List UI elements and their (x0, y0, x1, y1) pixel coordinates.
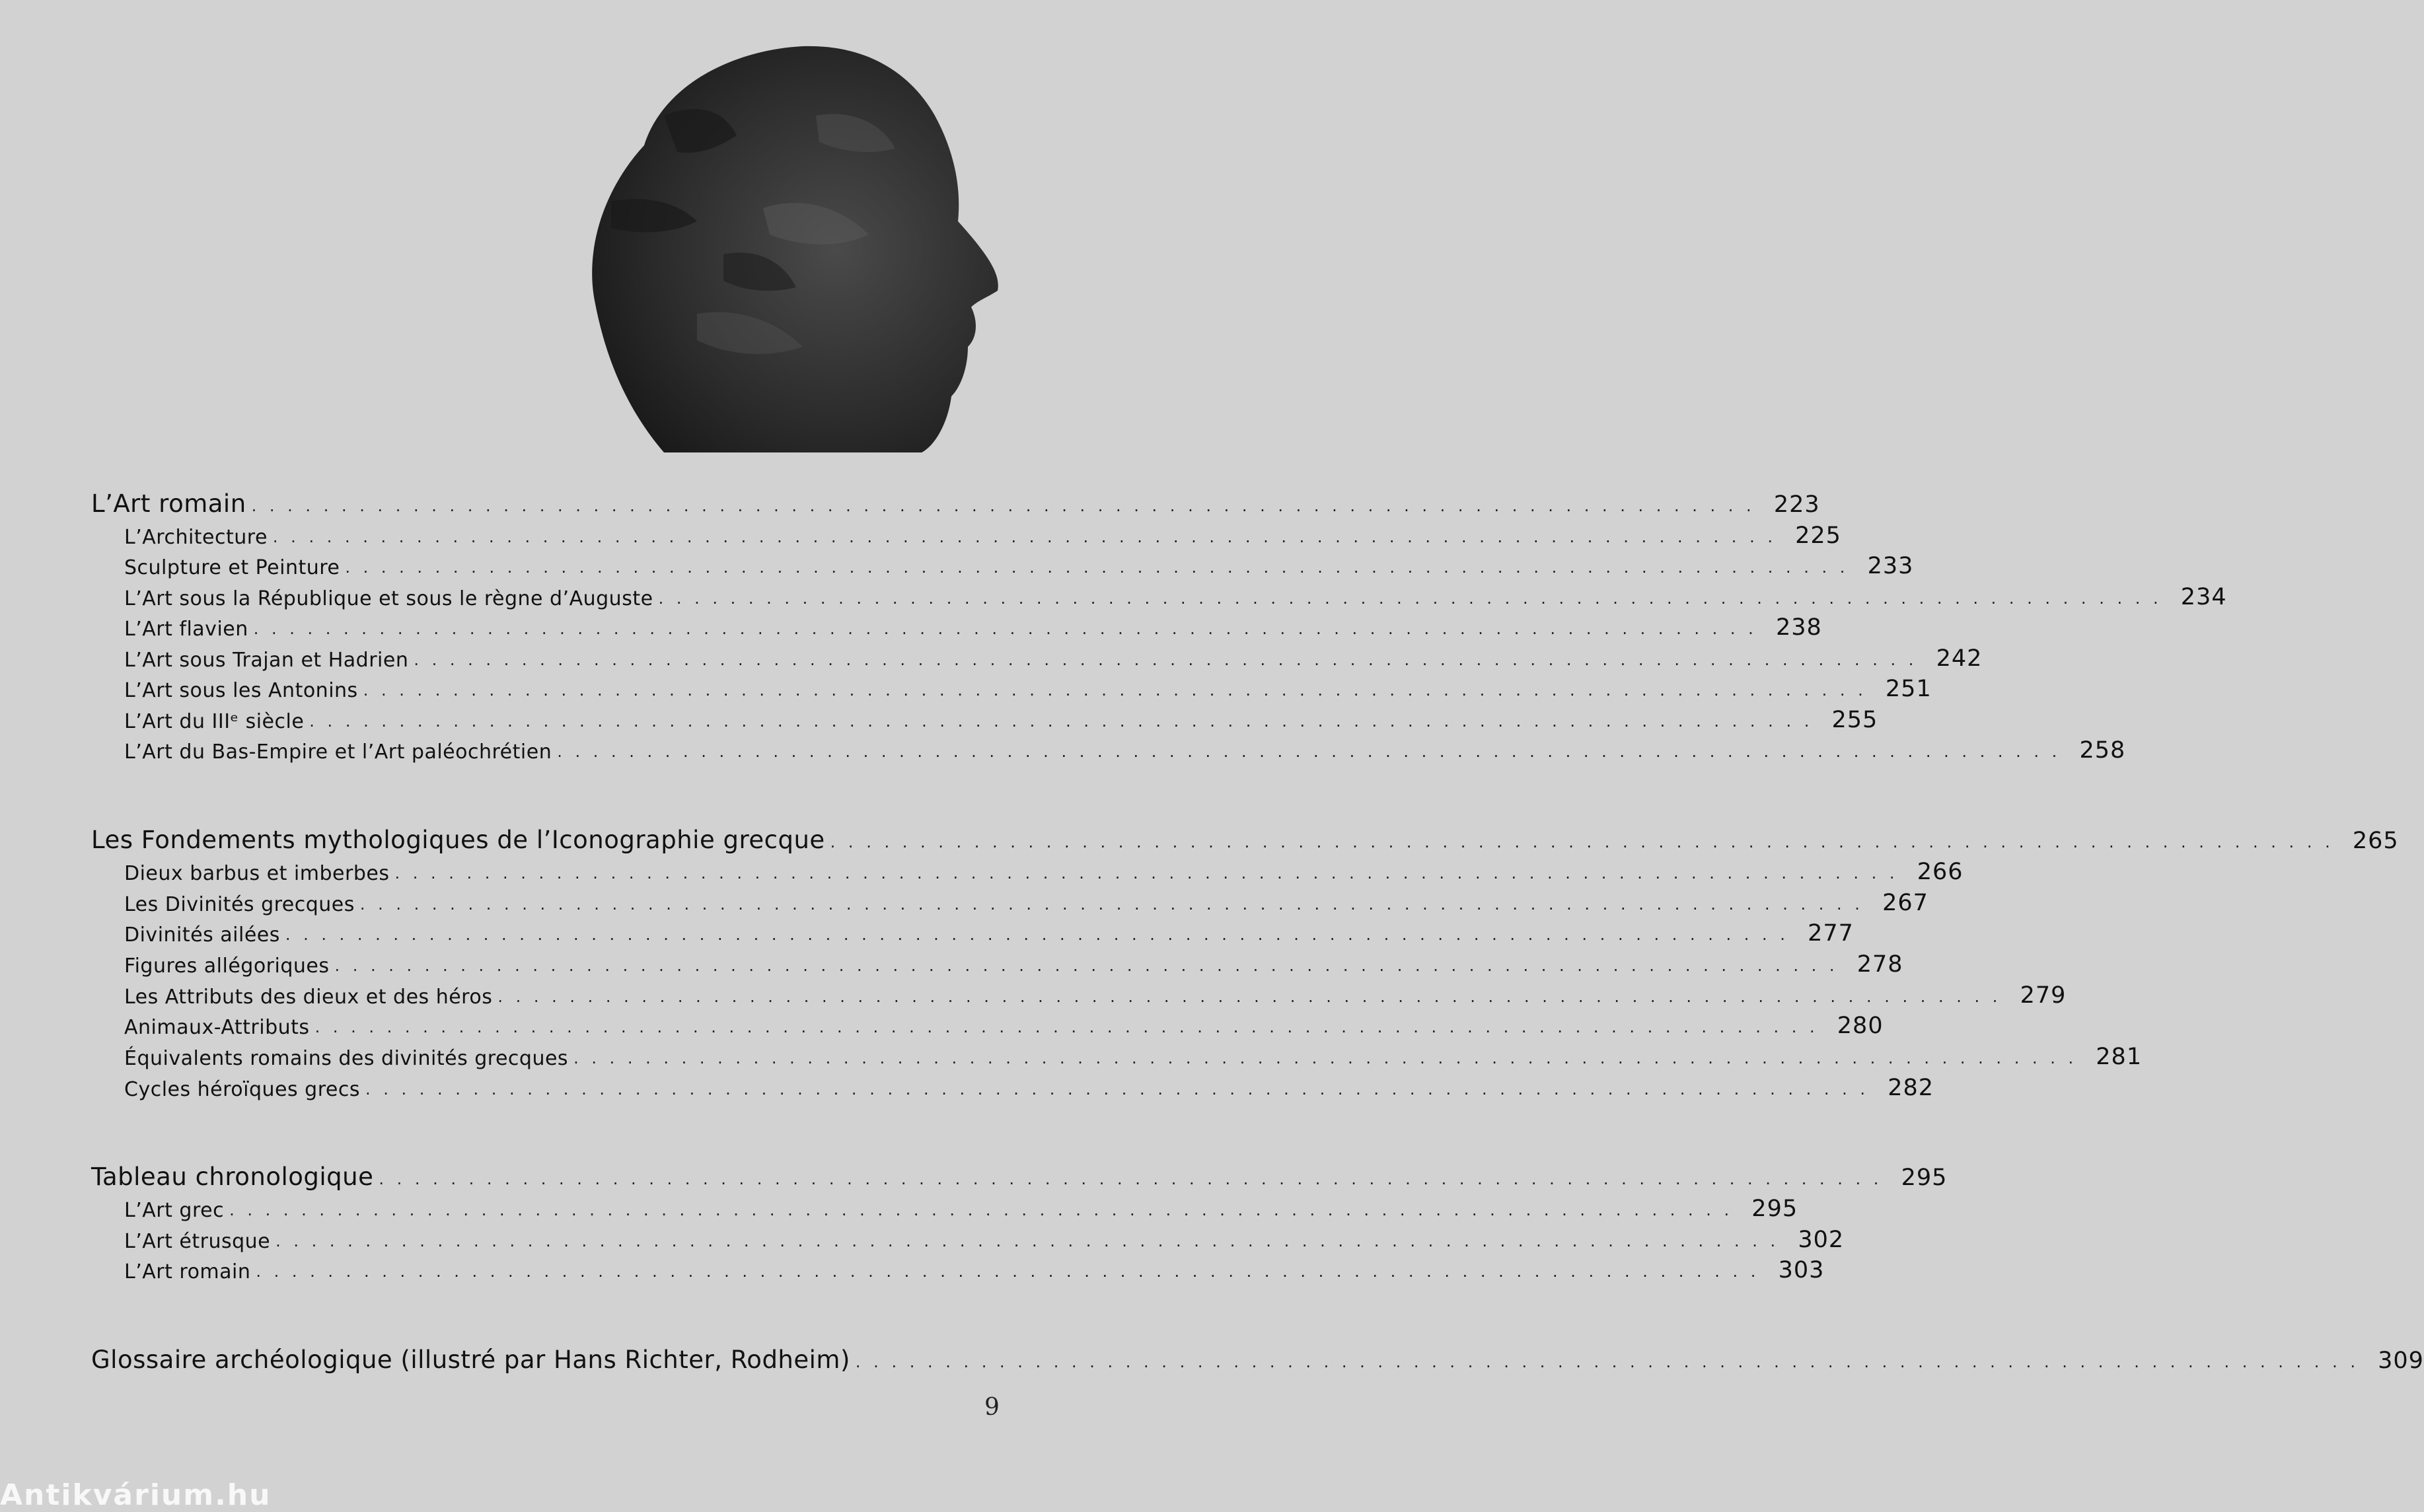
toc-entry-title: L’Art grec (124, 1199, 225, 1222)
dot-leader: . . . . . . . . . . . . . . . . . . . . . . . . . . . . . . . . . . . . . . . . . . . . . . . . . . . . . . . . . . . . . . . . . . . . . . . . . . . . . . . . . . . . (363, 681, 1867, 700)
toc-entry-page: 223 (1773, 491, 1820, 518)
toc-entry-title: Les Divinités grecques (124, 893, 355, 916)
toc-entry-page: 309 (2378, 1348, 2424, 1374)
toc-entry-sub[interactable] (91, 672, 1932, 702)
toc-entry-page: 302 (1798, 1227, 1845, 1253)
toc-entry-title: Cycles héroïques grecs (124, 1078, 360, 1101)
toc-entry-title: L’Art sous la République et sous le règne d’Auguste (124, 587, 653, 610)
toc-entry-title: Les Attributs des dieux et des héros (124, 986, 493, 1009)
dot-leader: . . . . . . . . . . . . . . . . . . . . . . . . . . . . . . . . . . . . . . . . . . . . . . . . . . . . . . . . . . . . . . . . . . . . . . . . . . . . . . . . . . . . (573, 1049, 2078, 1067)
dot-leader: . . . . . . . . . . . . . . . . . . . . . . . . . . . . . . . . . . . . . . . . . . . . . . . . . . . . . . . . . . . . . . . . . . . . . . . . . . . . . . . . . . . . (275, 1232, 1780, 1250)
toc-entry-sub[interactable] (91, 1192, 1798, 1222)
toc-entry-title: Figures allégoriques (124, 954, 330, 978)
toc-entry-title: Dieux barbus et imberbes (124, 862, 390, 885)
dot-leader: . . . . . . . . . . . . . . . . . . . . . . . . . . . . . . . . . . . . . . . . . . . . . . . . . . . . . . . . . . . . . . . . . . . . . . . . . . . . . . . . . . . . (345, 558, 1849, 577)
toc-entry-page: 278 (1856, 951, 1903, 978)
dot-leader: . . . . . . . . . . . . . . . . . . . . . . . . . . . . . . . . . . . . . . . . . . . . . . . . . . . . . . . . . . . . . . . . . . . . . . . . . . . . . . . . . . . . (394, 864, 1899, 882)
toc-entry-page: 295 (1901, 1165, 1948, 1191)
dot-leader: . . . . . . . . . . . . . . . . . . . . . . . . . . . . . . . . . . . . . . . . . . . . . . . . . . . . . . . . . . . . . . . . . . . . . . . . . . . . . . . . . . . . (414, 651, 1918, 669)
dot-leader: . . . . . . . . . . . . . . . . . . . . . . . . . . . . . . . . . . . . . . . . . . . . . . . . . . . . . . . . . . . . . . . . . . . . . . . . . . . . . . . . . . . . (359, 895, 1864, 914)
toc-entry-title: Tableau chronologique (91, 1163, 374, 1191)
toc-entry-page: 234 (2180, 584, 2227, 610)
page-number: 9 (984, 1394, 1000, 1421)
dot-leader: . . . . . . . . . . . . . . . . . . . . . . . . . . . . . . . . . . . . . . . . . . . . . . . . . . . . . . . . . . . . . . . . . . . . . . . . . . . . . . . . . . . . (334, 956, 1839, 975)
dot-leader: . . . . . . . . . . . . . . . . . . . . . . . . . . . . . . . . . . . . . . . . . . . . . . . . . . . . . . . . . . . . . . . . . . . . . . . . . . . . . . . . . . . . (285, 925, 1789, 944)
toc-entry-main[interactable] (91, 1344, 2424, 1374)
dot-leader: . . . . . . . . . . . . . . . . . . . . . . . . . . . . . . . . . . . . . . . . . . . . . . . . . . . . . . . . . . . . . . . . . . . . . . . . . . . . . . . . . . . . (256, 1262, 1760, 1281)
dot-leader: . . . . . . . . . . . . . . . . . . . . . . . . . . . . . . . . . . . . . . . . . . . . . . . . . . . . . . . . . . . . . . . . . . . . . . . . . . . . . . . . . . . . (855, 1353, 2359, 1371)
dot-leader: . . . . . . . . . . . . . . . . . . . . . . . . . . . . . . . . . . . . . . . . . . . . . . . . . . . . . . . . . . . . . . . . . . . . . . . . . . . . . . . . . . . . (497, 988, 2002, 1006)
dot-leader: . . . . . . . . . . . . . . . . . . . . . . . . . . . . . . . . . . . . . . . . . . . . . . . . . . . . . . . . . . . . . . . . . . . . . . . . . . . . . . . . . . . . (251, 497, 1755, 515)
toc-entry-page: 255 (1831, 707, 1878, 733)
toc-entry-main[interactable] (91, 1161, 1948, 1191)
toc-entry-title: L’Art flavien (124, 618, 248, 641)
toc-entry-sub[interactable] (91, 1040, 2143, 1070)
toc-entry-title: L’Architecture (124, 526, 268, 549)
toc-entry-title: L’Art romain (124, 1260, 251, 1283)
toc-entry-sub[interactable] (91, 947, 1903, 978)
toc-entry-page: 233 (1867, 553, 1914, 579)
toc-entry-sub[interactable] (91, 1223, 1845, 1253)
dot-leader: . . . . . . . . . . . . . . . . . . . . . . . . . . . . . . . . . . . . . . . . . . . . . . . . . . . . . . . . . . . . . . . . . . . . . . . . . . . . . . . . . . . . (557, 742, 2061, 761)
toc-entry-sub[interactable] (91, 978, 2067, 1009)
toc-entry-title: L’Art sous Trajan et Hadrien (124, 649, 409, 672)
toc-entry-page: 266 (1917, 859, 1964, 885)
dot-leader: . . . . . . . . . . . . . . . . . . . . . . . . . . . . . . . . . . . . . . . . . . . . . . . . . . . . . . . . . . . . . . . . . . . . . . . . . . . . . . . . . . . . (830, 833, 2334, 851)
toc-entry-page: 258 (2079, 737, 2126, 764)
toc-entry-sub[interactable] (91, 733, 2126, 764)
toc-entry-page: 295 (1751, 1196, 1798, 1222)
toc-entry-page: 265 (2352, 828, 2399, 854)
toc-entry-sub[interactable] (91, 610, 1822, 641)
toc-entry-title: L’Art romain (91, 489, 246, 518)
toc-entry-title: L’Art du IIIᵉ siècle (124, 710, 305, 733)
toc-entry-sub[interactable] (91, 519, 1841, 549)
toc-entry-title: Glossaire archéologique (illustré par Hans Richter, Rodheim) (91, 1346, 850, 1374)
toc-entry-title: Animaux-Attributs (124, 1016, 310, 1039)
toc-entry-title: L’Art sous les Antonins (124, 679, 358, 702)
dot-leader: . . . . . . . . . . . . . . . . . . . . . . . . . . . . . . . . . . . . . . . . . . . . . . . . . . . . . . . . . . . . . . . . . . . . . . . . . . . . . . . . . . . . (309, 712, 1814, 731)
toc-entry-sub[interactable] (91, 703, 1878, 733)
toc-entry-page: 277 (1808, 920, 1854, 947)
toc-entry-sub[interactable] (91, 886, 1928, 916)
toc-entry-page: 282 (1888, 1075, 1934, 1101)
toc-entry-title: Les Fondements mythologiques de l’Iconographie grecque (91, 826, 825, 854)
toc-entry-page: 279 (2020, 982, 2067, 1009)
toc-entry-title: Divinités ailées (124, 923, 280, 947)
dot-leader: . . . . . . . . . . . . . . . . . . . . . . . . . . . . . . . . . . . . . . . . . . . . . . . . . . . . . . . . . . . . . . . . . . . . . . . . . . . . . . . . . . . . (314, 1018, 1819, 1036)
toc-entry-sub[interactable] (91, 580, 2227, 610)
watermark: Antikvárium.hu (0, 1478, 272, 1512)
toc-entry-page: 281 (2096, 1044, 2143, 1070)
dot-leader: . . . . . . . . . . . . . . . . . . . . . . . . . . . . . . . . . . . . . . . . . . . . . . . . . . . . . . . . . . . . . . . . . . . . . . . . . . . . . . . . . . . . (229, 1201, 1734, 1219)
toc-entry-sub[interactable] (91, 855, 1964, 885)
toc-entry-main[interactable] (91, 487, 1820, 518)
toc-entry-page: 225 (1795, 522, 1841, 549)
toc-entry-page: 251 (1885, 676, 1932, 702)
dot-leader: . . . . . . . . . . . . . . . . . . . . . . . . . . . . . . . . . . . . . . . . . . . . . . . . . . . . . . . . . . . . . . . . . . . . . . . . . . . . . . . . . . . . (272, 528, 1777, 546)
toc-entry-sub[interactable] (91, 549, 1914, 579)
toc-entry-title: Sculpture et Peinture (124, 556, 340, 579)
sculpted-head-image (565, 36, 1001, 452)
dot-leader: . . . . . . . . . . . . . . . . . . . . . . . . . . . . . . . . . . . . . . . . . . . . . . . . . . . . . . . . . . . . . . . . . . . . . . . . . . . . . . . . . . . . (365, 1080, 1869, 1098)
toc-entry-title: L’Art du Bas-Empire et l’Art paléochrétien (124, 740, 552, 764)
dot-leader: . . . . . . . . . . . . . . . . . . . . . . . . . . . . . . . . . . . . . . . . . . . . . . . . . . . . . . . . . . . . . . . . . . . . . . . . . . . . . . . . . . . . (658, 589, 2162, 608)
toc-entry-title: Équivalents romains des divinités grecques (124, 1047, 569, 1070)
toc-entry-main[interactable] (91, 824, 2399, 854)
toc-entry-page: 238 (1775, 614, 1822, 641)
toc-entry-page: 267 (1882, 890, 1928, 916)
toc-entry-sub[interactable] (91, 1009, 1884, 1039)
toc-entry-page: 242 (1936, 645, 1983, 672)
toc-entry-page: 303 (1778, 1257, 1825, 1283)
toc-entry-sub[interactable] (91, 916, 1854, 947)
dot-leader: . . . . . . . . . . . . . . . . . . . . . . . . . . . . . . . . . . . . . . . . . . . . . . . . . . . . . . . . . . . . . . . . . . . . . . . . . . . . . . . . . . . . (379, 1170, 1883, 1188)
toc-entry-page: 280 (1837, 1013, 1884, 1039)
toc-entry-sub[interactable] (91, 1071, 1934, 1101)
dot-leader: . . . . . . . . . . . . . . . . . . . . . . . . . . . . . . . . . . . . . . . . . . . . . . . . . . . . . . . . . . . . . . . . . . . . . . . . . . . . . . . . . . . . (253, 620, 1757, 638)
toc-entry-sub[interactable] (91, 641, 1983, 672)
toc-entry-title: L’Art étrusque (124, 1230, 271, 1253)
toc-entry-sub[interactable] (91, 1253, 1825, 1283)
